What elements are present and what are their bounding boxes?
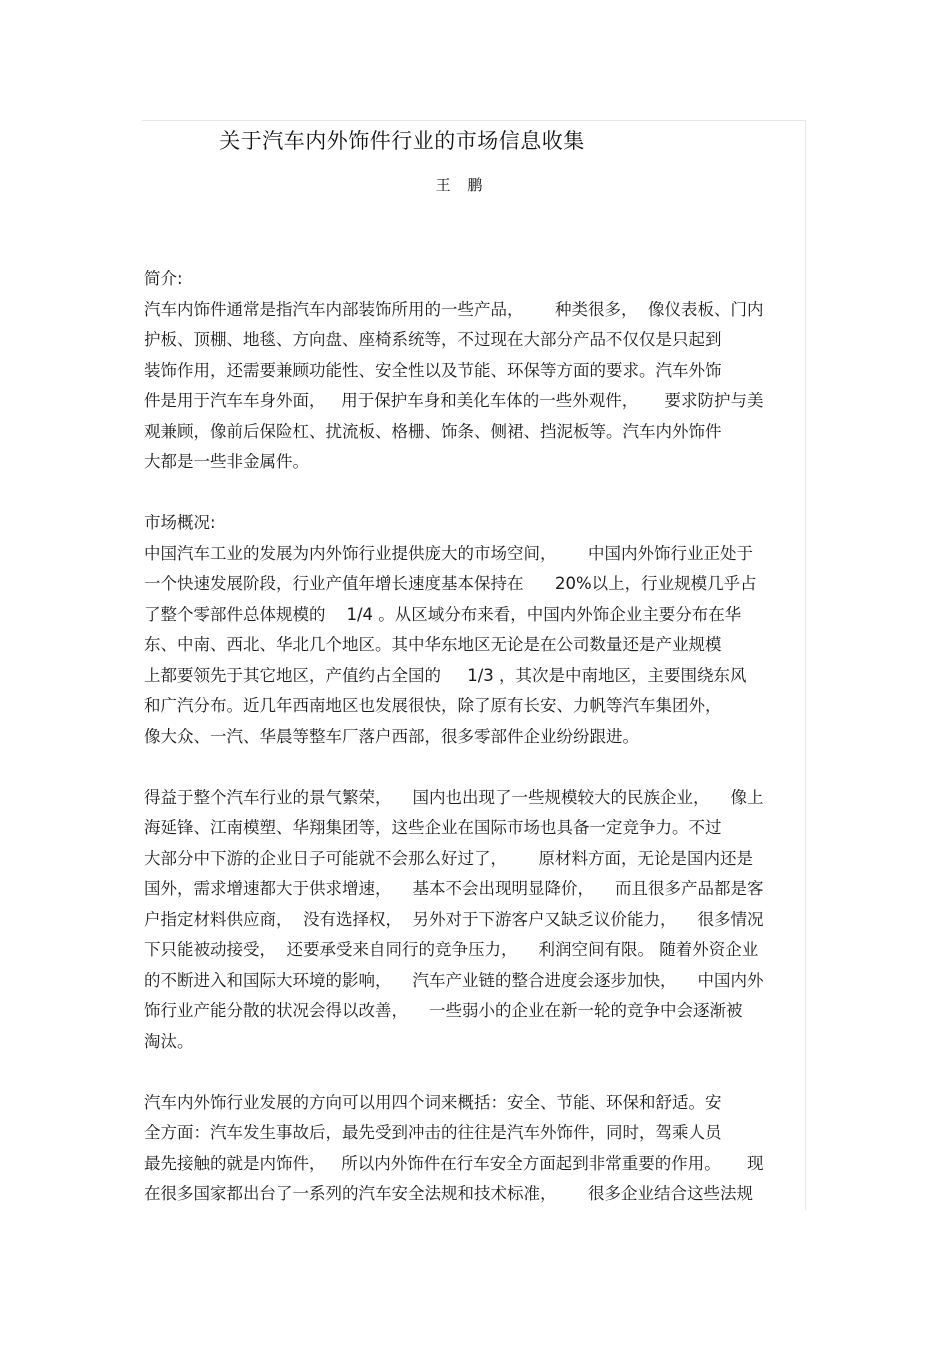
paragraph-line: 中国汽车工业的发展为内外饰行业提供庞大的市场空间， 中国内外饰行业正处于 bbox=[144, 543, 753, 563]
paragraph-line: 装饰作用，还需要兼顾功能性、安全性以及节能、环保等方面的要求。汽车外饰 bbox=[144, 360, 722, 380]
paragraph-line: 海延锋、江南模塑、华翔集团等，这些企业在国际市场也具备一定竞争力。不过 bbox=[144, 818, 722, 837]
document-author: 王 鹏 bbox=[435, 176, 489, 194]
paragraph-line: 像大众、一汽、华晨等整车厂落户西部，很多零部件企业纷纷跟进。 bbox=[144, 726, 639, 746]
section-heading-intro: 简介: bbox=[144, 269, 183, 288]
paragraph-line: 户指定材料供应商， 没有选择权， 另外对于下游客户又缺乏议价能力， 很多情况 bbox=[144, 909, 764, 929]
paragraph-line: 得益于整个汽车行业的景气繁荣， 国内也出现了一些规模较大的民族企业， 像上 bbox=[144, 787, 764, 807]
paragraph-spacer bbox=[144, 478, 808, 509]
paragraph-spacer bbox=[144, 752, 808, 783]
paragraph-line: 件是用于汽车车身外面， 用于保护车身和美化车体的一些外观件， 要求防护与美 bbox=[144, 391, 764, 410]
paragraph-line: 和广汽分布。近几年西南地区也发展很快，除了原有长安、力帆等汽车集团外， bbox=[144, 696, 722, 715]
paragraph-line: 的不断进入和国际大环境的影响， 汽车产业链的整合进度会逐步加快， 中国内外 bbox=[144, 970, 764, 990]
paragraph-line: 东、中南、西北、华北几个地区。其中华东地区无论是在公司数量还是产业规模 bbox=[144, 635, 722, 654]
paragraph-line: 上都要领先于其它地区，产值约占全国的 1/3 ，其次是中南地区，主要围绕东风 bbox=[144, 665, 747, 685]
paragraph-line: 护板、顶棚、地毯、方向盘、座椅系统等，不过现在大部分产品不仅仅是只起到 bbox=[144, 330, 722, 349]
paragraph-line: 全方面：汽车发生事故后，最先受到冲击的往往是汽车外饰件，同时，驾乘人员 bbox=[144, 1123, 722, 1142]
paragraph-line: 汽车内外饰行业发展的方向可以用四个词来概括：安全、节能、环保和舒适。安 bbox=[144, 1092, 722, 1112]
paragraph-line: 在很多国家都出台了一系列的汽车安全法规和技术标准， 很多企业结合这些法规 bbox=[144, 1184, 753, 1203]
paragraph-line: 汽车内饰件通常是指汽车内部装饰所用的一些产品， 种类很多， 像仪表板、门内 bbox=[144, 299, 764, 319]
document-body bbox=[144, 264, 808, 1210]
paragraph-line: 观兼顾，像前后保险杠、扰流板、格栅、饰条、侧裙、挡泥板等。汽车内外饰件 bbox=[144, 421, 722, 441]
paragraph-line: 一个快速发展阶段，行业产值年增长速度基本保持在 20%以上，行业规模几乎占 bbox=[144, 574, 757, 593]
paragraph-line: 饰行业产能分散的状况会得以改善， 一些弱小的企业在新一轮的竞争中会逐渐被 bbox=[144, 1001, 743, 1020]
paragraph-spacer bbox=[144, 1057, 808, 1088]
paragraph-line: 大都是一些非金属件。 bbox=[144, 452, 309, 471]
paragraph-line: 淘汰。 bbox=[144, 1031, 194, 1051]
document-title: 关于汽车内外饰件行业的市场信息收集 bbox=[219, 129, 585, 153]
paragraph-line: 最先接触的就是内饰件， 所以内外饰件在行车安全方面起到非常重要的作用。 现 bbox=[144, 1153, 764, 1173]
paragraph-line: 下只能被动接受， 还要承受来自同行的竞争压力， 利润空间有限。 随着外资企业 bbox=[144, 940, 759, 959]
section-heading-market: 市场概况: bbox=[144, 513, 216, 532]
paragraph-line: 大部分中下游的企业日子可能就不会那么好过了， 原材料方面，无论是国内还是 bbox=[144, 848, 753, 868]
paragraph-line: 了整个零部件总体规模的 1/4 。从区域分布来看，中国内外饰企业主要分布在华 bbox=[144, 604, 742, 624]
paragraph-line: 国外，需求增速都大于供求增速， 基本不会出现明显降价， 而且很多产品都是客 bbox=[144, 879, 764, 898]
